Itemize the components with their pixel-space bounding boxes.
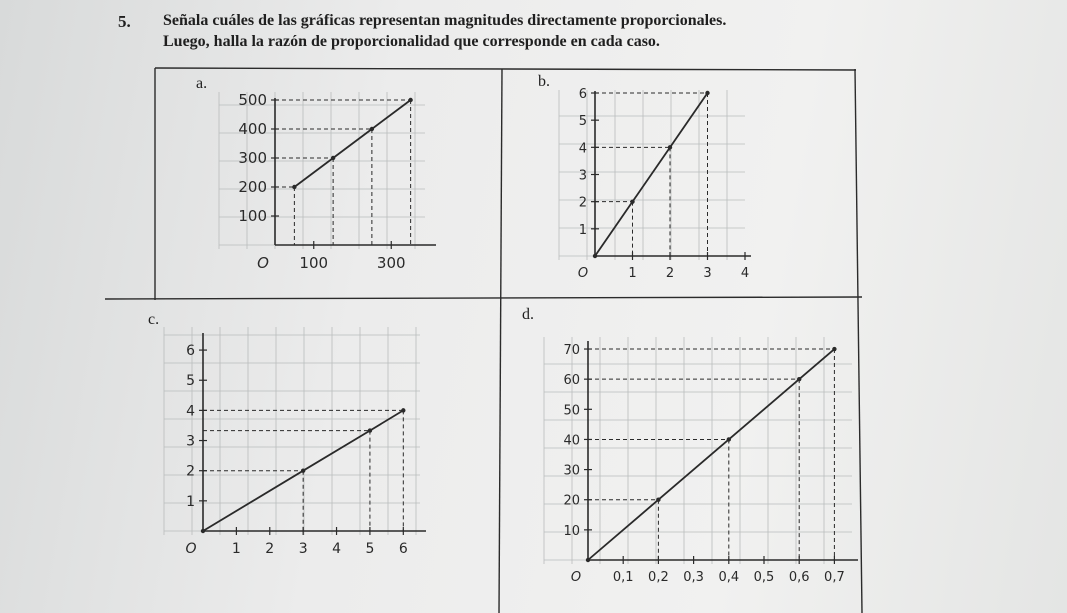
y-tick-label: 2 xyxy=(578,195,587,211)
x-tick-label: 6 xyxy=(398,541,408,557)
origin-label: O xyxy=(185,541,197,557)
x-tick-label: 0,3 xyxy=(683,570,704,585)
x-tick-label: 0,4 xyxy=(718,570,740,585)
x-tick-label: 3 xyxy=(703,266,712,281)
data-point xyxy=(331,156,335,160)
y-tick-label: 50 xyxy=(563,403,580,419)
y-tick-label: 1 xyxy=(578,222,587,238)
x-tick-label: 5 xyxy=(365,541,375,557)
y-tick-label: 70 xyxy=(563,343,580,359)
y-tick-label: 200 xyxy=(238,178,267,196)
x-tick-label: 0,1 xyxy=(612,570,634,585)
chart-a xyxy=(215,90,450,290)
y-tick-label: 100 xyxy=(238,207,267,225)
x-tick-label: 100 xyxy=(299,254,329,272)
y-tick-label: 6 xyxy=(578,88,587,102)
x-tick-label: 0,7 xyxy=(824,570,845,585)
y-tick-label: 300 xyxy=(238,149,267,167)
x-tick-label: 0,5 xyxy=(753,570,775,585)
y-tick-label: 2 xyxy=(186,463,195,480)
panel-label-d: d. xyxy=(522,306,534,323)
data-point xyxy=(292,185,296,189)
x-tick-label: 300 xyxy=(376,254,406,272)
data-point xyxy=(668,145,672,149)
chart-c xyxy=(160,325,430,575)
origin-label: O xyxy=(570,570,582,585)
x-tick-label: 2 xyxy=(665,266,675,281)
y-tick-label: 30 xyxy=(563,463,580,479)
x-tick-label: 4 xyxy=(740,266,750,281)
y-tick-label: 3 xyxy=(186,433,195,450)
x-tick-label: 0,6 xyxy=(788,570,810,585)
y-tick-label: 60 xyxy=(563,373,580,389)
data-point xyxy=(832,347,836,351)
x-tick-label: 2 xyxy=(265,541,275,557)
y-tick-label: 5 xyxy=(186,373,195,390)
data-point xyxy=(368,428,372,432)
y-tick-label: 4 xyxy=(578,141,587,157)
exercise-number: 5. xyxy=(118,12,131,31)
x-tick-label: 4 xyxy=(332,541,341,557)
data-point xyxy=(408,98,412,102)
data-point xyxy=(797,377,801,381)
y-tick-label: 500 xyxy=(238,91,267,109)
origin-label: O xyxy=(577,266,589,281)
data-point xyxy=(593,254,597,258)
x-tick-label: 3 xyxy=(298,541,308,557)
y-tick-label: 3 xyxy=(578,168,587,184)
data-point xyxy=(705,91,709,95)
y-tick-label: 10 xyxy=(563,523,580,539)
y-tick-label: 40 xyxy=(563,433,580,449)
y-tick-label: 5 xyxy=(578,114,587,130)
y-tick-label: 1 xyxy=(186,493,195,510)
x-tick-label: 0,2 xyxy=(648,570,669,585)
origin-label: O xyxy=(257,254,269,272)
exercise-instruction-line1: Señala cuáles de las gráficas representan magnitudes directamente proporcionales. xyxy=(163,12,727,29)
data-point xyxy=(370,127,374,131)
panel-label-c: c. xyxy=(148,311,160,328)
data-point xyxy=(656,498,660,502)
series-line xyxy=(588,349,834,560)
series-line xyxy=(595,93,708,256)
x-tick-label: 1 xyxy=(628,266,637,281)
y-tick-label: 4 xyxy=(186,403,195,420)
y-tick-label: 20 xyxy=(563,493,580,509)
data-point xyxy=(630,199,634,203)
chart-d xyxy=(540,335,860,597)
y-tick-label: 400 xyxy=(238,120,267,138)
panel-label-a: a. xyxy=(196,75,208,92)
x-tick-label: 1 xyxy=(231,541,241,557)
data-point xyxy=(586,558,590,562)
data-point xyxy=(301,468,305,472)
exercise-instruction-line2: Luego, halla la razón de proporcionalidad que corresponde en cada caso. xyxy=(163,33,660,50)
data-point xyxy=(401,408,405,412)
series-line xyxy=(294,100,410,187)
chart-b xyxy=(555,88,755,293)
panel-label-b: b. xyxy=(538,73,550,90)
data-point xyxy=(727,437,731,441)
data-point xyxy=(201,529,205,533)
y-tick-label: 6 xyxy=(186,343,195,360)
